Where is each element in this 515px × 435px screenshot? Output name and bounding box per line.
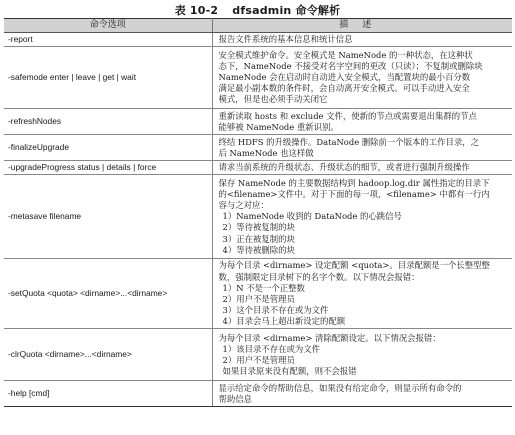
description-list-item: 4）等待被删除的块	[222, 244, 295, 255]
command-option: -help [cmd]	[4, 381, 212, 407]
table-number: 表 10-2	[174, 4, 219, 17]
command-description	[212, 109, 512, 135]
table-body	[4, 33, 512, 407]
table-row	[4, 33, 512, 47]
description-line: NameNode 会在启动时自动进入安全模式，当配置块的最小百分数	[218, 72, 471, 83]
command-description	[212, 381, 512, 407]
command-description	[212, 175, 512, 259]
table-row	[4, 381, 512, 407]
table-title: dfsadmin 命令解析	[232, 4, 341, 17]
table-row	[4, 109, 512, 135]
description-line: 请求当前系统的升级状态、升级状态的细节，或者进行强制升级操作	[218, 162, 470, 173]
dfsadmin-command-table	[4, 18, 512, 407]
command-option: -metasave filename	[4, 175, 212, 259]
description-list-item: 2）用户不是管理员	[222, 354, 295, 365]
description-line: 满足最小副本数的条件时，会自动离开安全模式。可以手动进入安全	[218, 83, 470, 94]
description-line: 模式，但是也必须手动关闭它	[218, 94, 328, 105]
description-list-item: 2）用户不是管理员	[222, 293, 295, 304]
description-list-item: 1）N 不是一个正整数	[222, 282, 305, 293]
table-row	[4, 47, 512, 109]
description-line: 为每个目录 <dirname> 清除配额设定。以下情况会报错：	[218, 332, 441, 343]
description-list-item: 4）目录会马上超出新设定的配额	[222, 316, 346, 327]
description-line: 的<filename>文件中。对于下面的每一项，<filename> 中都有一行内	[218, 188, 490, 199]
table-row	[4, 329, 512, 381]
description-line: 能够被 NameNode 重新识别。	[218, 121, 339, 132]
header-description: 描述	[212, 19, 512, 33]
table-row	[4, 259, 512, 329]
description-line: 显示给定命令的帮助信息，如果没有给定命令，则显示所有命令的	[218, 382, 462, 393]
command-description	[212, 33, 512, 47]
command-description	[212, 259, 512, 329]
description-list-item: 1）该目录不存在或为文件	[222, 343, 320, 354]
description-line: 报告文件系统的基本信息和统计信息	[218, 34, 353, 44]
description-list-item: 如果目录原来没有配额，则不会报错	[222, 366, 357, 377]
table-caption	[0, 2, 515, 18]
command-option: -refreshNodes	[4, 109, 212, 135]
command-option: -upgradeProgress status | details | force	[4, 161, 212, 175]
description-line: 终结 HDFS 的升级操作。DataNode 删除前一个版本的工作目录，之	[218, 136, 480, 147]
description-line: 为每个目录 <dirname> 设定配额 <quota>。目录配额是一个长整型整	[218, 260, 490, 271]
command-option: -setQuota <quota> <dirname>...<dirname>	[4, 259, 212, 329]
description-line: 数，强制限定目录树下的名字个数。以下情况会报错：	[218, 271, 420, 282]
header-row	[4, 19, 512, 33]
description-line: 态下，NameNode 不接受对名字空间的更改（只读）；不复制或删除块	[218, 60, 483, 71]
description-line: 帮助信息	[218, 393, 252, 404]
header-option: 命令选项	[4, 19, 212, 33]
command-description	[212, 47, 512, 109]
command-option: -safemode enter | leave | get | wait	[4, 47, 212, 109]
description-line: 安全模式维护命令。安全模式是 NameNode 的一种状态，在这种状	[218, 49, 473, 60]
description-line: 容与之对应：	[218, 200, 269, 211]
command-description	[212, 161, 512, 175]
description-line: 重新读取 hosts 和 exclude 文件，使新的节点或需要退出集群的节点	[218, 110, 477, 121]
description-list-item: 1）NameNode 收到的 DataNode 的心跳信号	[222, 211, 402, 222]
table-row	[4, 135, 512, 161]
description-list-item: 3）正在被复制的块	[222, 233, 295, 244]
description-list-item: 3）这个目录不存在或为文件	[222, 305, 329, 316]
description-line: 保存 NameNode 的主要数据结构到 hadoop.log.dir 属性指定的目录下	[218, 177, 490, 188]
description-list-item: 2）等待被复制的块	[222, 222, 295, 233]
command-option: -clrQuota <dirname>...<dirname>	[4, 329, 212, 381]
command-description	[212, 135, 512, 161]
command-option: -finalizeUpgrade	[4, 135, 212, 161]
command-option: -report	[4, 33, 212, 47]
description-line: 后 NameNode 也这样做	[218, 147, 314, 158]
table-row	[4, 161, 512, 175]
command-description	[212, 329, 512, 381]
table-row	[4, 175, 512, 259]
